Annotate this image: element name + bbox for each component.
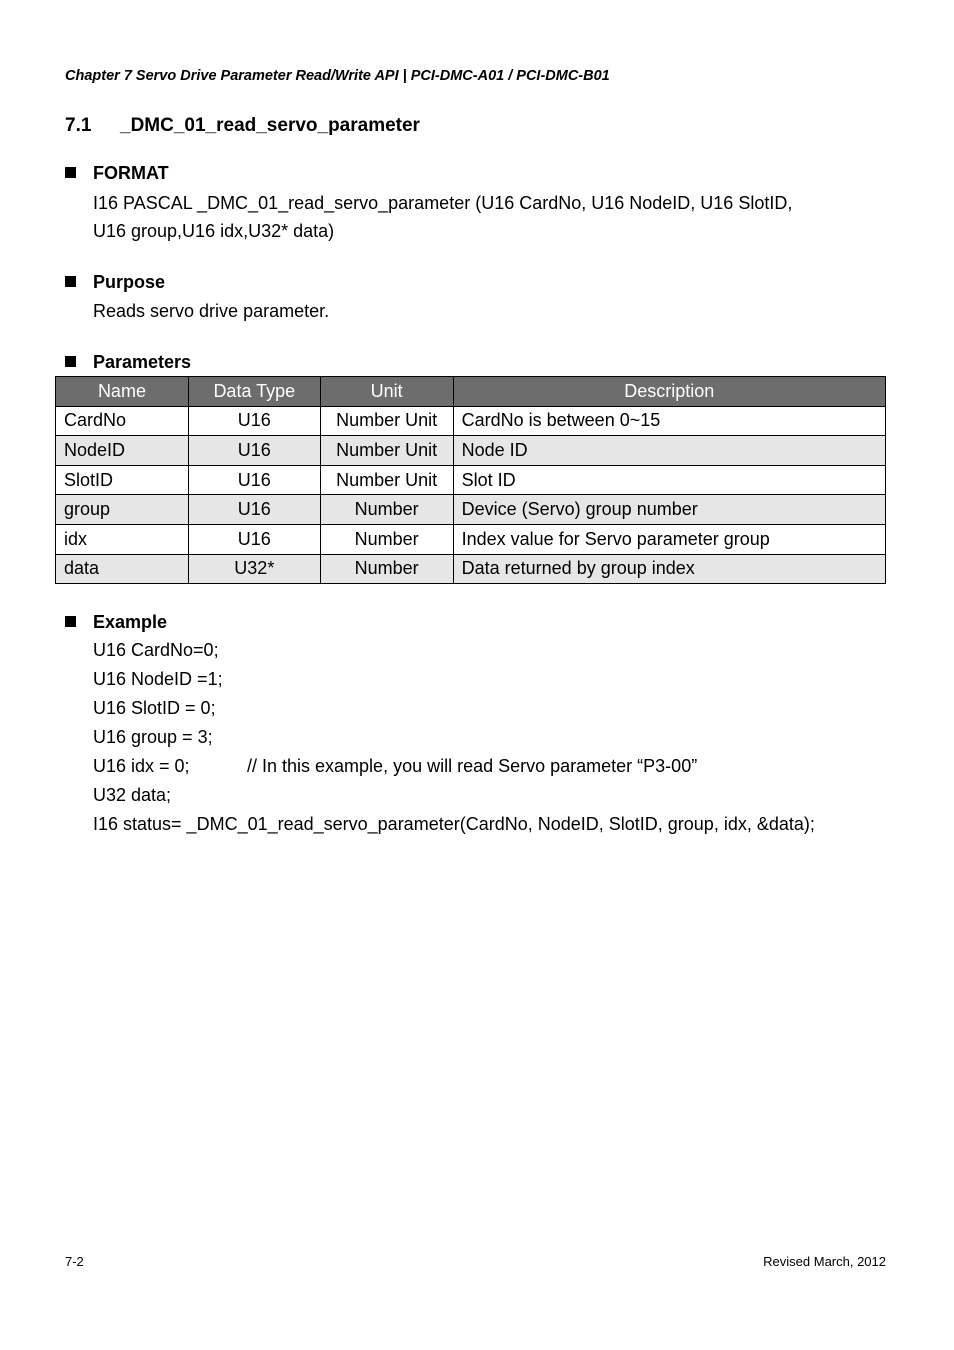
cell-data-type: U16: [188, 436, 320, 466]
table-row: [56, 554, 886, 584]
example-comment: // In this example, you will read Servo parameter “P3-00”: [247, 756, 698, 776]
cell-description: CardNo is between 0~15: [453, 406, 885, 436]
example-line-3: U16 SlotID = 0;: [93, 698, 216, 718]
cell-unit: Number: [320, 524, 453, 554]
cell-description: Slot ID: [453, 465, 885, 495]
format-heading: [65, 163, 169, 184]
cell-data-type: U32*: [188, 554, 320, 584]
cell-unit: Number Unit: [320, 406, 453, 436]
column-header-description: Description: [453, 377, 885, 407]
cell-name: data: [56, 554, 189, 584]
format-heading-text: FORMAT: [93, 163, 169, 183]
cell-data-type: U16: [188, 465, 320, 495]
parameters-heading-text: Parameters: [93, 352, 192, 372]
table-header-row: [56, 377, 886, 407]
column-header-data-type: Data Type: [188, 377, 320, 407]
section-number: 7.1: [65, 115, 92, 136]
cell-data-type: U16: [188, 406, 320, 436]
cell-data-type: U16: [188, 524, 320, 554]
table-row: [56, 406, 886, 436]
purpose-heading-text: Purpose: [93, 272, 166, 292]
example-line-2: U16 NodeID =1;: [93, 669, 223, 689]
cell-unit: Number Unit: [320, 436, 453, 466]
bullet-square-icon: [65, 167, 76, 178]
example-heading-text: Example: [93, 612, 168, 632]
bullet-square-icon: [65, 356, 76, 367]
example-line-7: I16 status= _DMC_01_read_servo_parameter(CardNo, NodeID, SlotID, group, idx, &data);: [93, 814, 815, 834]
table-row: [56, 436, 886, 466]
cell-description: Index value for Servo parameter group: [453, 524, 885, 554]
section-title: [65, 115, 420, 137]
page-number: 7-2: [65, 1254, 84, 1269]
cell-unit: Number: [320, 495, 453, 525]
cell-name: SlotID: [56, 465, 189, 495]
cell-unit: Number Unit: [320, 465, 453, 495]
cell-data-type: U16: [188, 495, 320, 525]
example-heading: [65, 612, 167, 633]
example-line-6: U32 data;: [93, 785, 172, 805]
cell-name: CardNo: [56, 406, 189, 436]
example-line-4: U16 group = 3;: [93, 727, 213, 747]
cell-name: group: [56, 495, 189, 525]
format-line-1: I16 PASCAL _DMC_01_read_servo_parameter (U16 CardNo, U16 NodeID, U16 SlotID,: [93, 193, 793, 213]
parameters-heading: [65, 352, 191, 373]
revision-date: Revised March, 2012: [763, 1254, 886, 1269]
cell-name: idx: [56, 524, 189, 554]
table-row: [56, 524, 886, 554]
running-header: Chapter 7 Servo Drive Parameter Read/Write API | PCI-DMC-A01 / PCI-DMC-B01: [65, 68, 610, 84]
cell-name: NodeID: [56, 436, 189, 466]
cell-unit: Number: [320, 554, 453, 584]
column-header-name: Name: [56, 377, 189, 407]
table-row: [56, 465, 886, 495]
cell-description: Data returned by group index: [453, 554, 885, 584]
example-line-5: U16 idx = 0;: [93, 756, 190, 776]
cell-description: Node ID: [453, 436, 885, 466]
purpose-text: Reads servo drive parameter.: [93, 301, 330, 321]
column-header-unit: Unit: [320, 377, 453, 407]
purpose-heading: [65, 272, 165, 293]
format-line-2: U16 group,U16 idx,U32* data): [93, 221, 335, 241]
table-row: [56, 495, 886, 525]
example-line-1: U16 CardNo=0;: [93, 640, 219, 660]
bullet-square-icon: [65, 276, 76, 287]
cell-description: Device (Servo) group number: [453, 495, 885, 525]
section-title-text: _DMC_01_read_servo_parameter: [120, 115, 420, 136]
bullet-square-icon: [65, 616, 76, 627]
parameters-table: [55, 376, 886, 584]
